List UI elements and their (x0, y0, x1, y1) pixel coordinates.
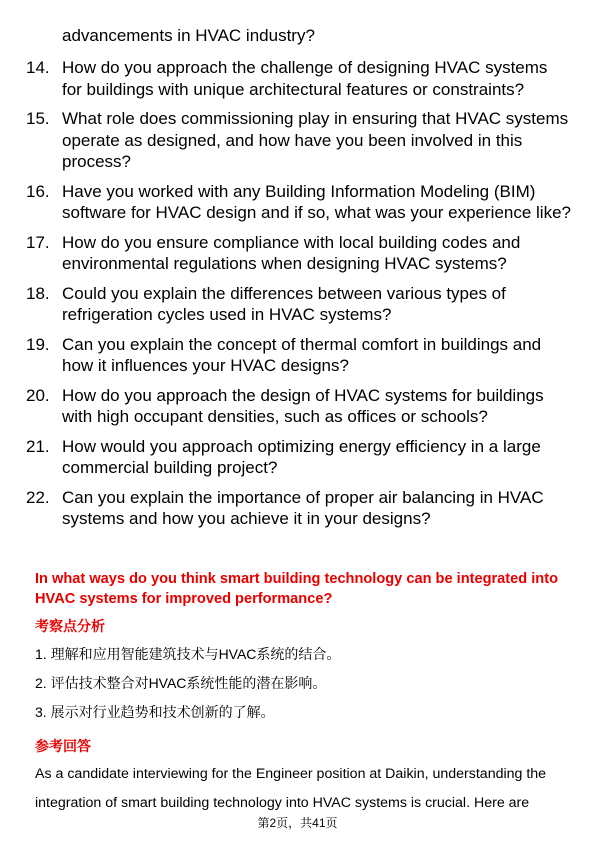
analysis-item: 3. 展示对行业趋势和技术创新的了解。 (35, 704, 275, 720)
question-text: Have you worked with any Building Information Modeling (BIM) software for HVAC design and if so, what was your experience like? (62, 181, 571, 222)
question-text: Can you explain the concept of thermal comfort in buildings and how it influences your HVAC designs? (62, 334, 542, 375)
question-item (26, 232, 571, 275)
question-number: 19. (26, 334, 50, 354)
question-text: How do you approach the design of HVAC systems for buildings with high occupant densities, such as offices or schools? (62, 385, 544, 426)
page-footer: 第2页，共41页 (257, 816, 338, 830)
answer-heading: 参考回答 (35, 738, 91, 754)
question-list (26, 57, 571, 538)
section-question: In what ways do you think smart building technology can be integrated into HVAC systems for improved performance? (35, 571, 558, 607)
question-item (26, 487, 571, 530)
question-item (26, 57, 571, 100)
analysis-item: 2. 评估技术整合对HVAC系统性能的潜在影响。 (35, 675, 327, 691)
question-number: 17. (26, 232, 50, 252)
question-number: 16. (26, 181, 50, 201)
question-item (26, 436, 571, 479)
question-number: 15. (26, 109, 50, 128)
question-item (26, 181, 571, 224)
question-number: 22. (26, 487, 50, 507)
question-text: Can you explain the importance of proper air balancing in HVAC systems and how you achieve it in your designs? (62, 487, 544, 528)
question-text: What role does commissioning play in ensuring that HVAC systems operate as designed, and how have you been involved in this process? (62, 109, 569, 171)
question-text: How do you ensure compliance with local building codes and environmental regulations when designing HVAC systems? (62, 232, 521, 273)
question-text: How would you approach optimizing energy efficiency in a large commercial building project? (62, 436, 541, 477)
question-text: How do you approach the challenge of designing HVAC systems for buildings with unique architectural features or constraints? (62, 58, 548, 99)
question-item (26, 283, 571, 326)
analysis-heading: 考察点分析 (35, 618, 105, 634)
question-text: Could you explain the differences between various types of refrigeration cycles used in HVAC systems? (62, 283, 506, 324)
question-item (26, 108, 571, 173)
continuation-text: advancements in HVAC industry? (62, 26, 315, 45)
question-number: 21. (26, 436, 50, 456)
question-number: 18. (26, 283, 50, 303)
question-item (26, 334, 571, 377)
answer-paragraph: As a candidate interviewing for the Engineer position at Daikin, understanding the integration of smart building technology into HVAC systems is crucial. Here are (35, 766, 547, 811)
question-number: 20. (26, 385, 50, 405)
question-number: 14. (26, 58, 50, 77)
question-item (26, 385, 571, 428)
analysis-item: 1. 理解和应用智能建筑技术与HVAC系统的结合。 (35, 646, 341, 662)
